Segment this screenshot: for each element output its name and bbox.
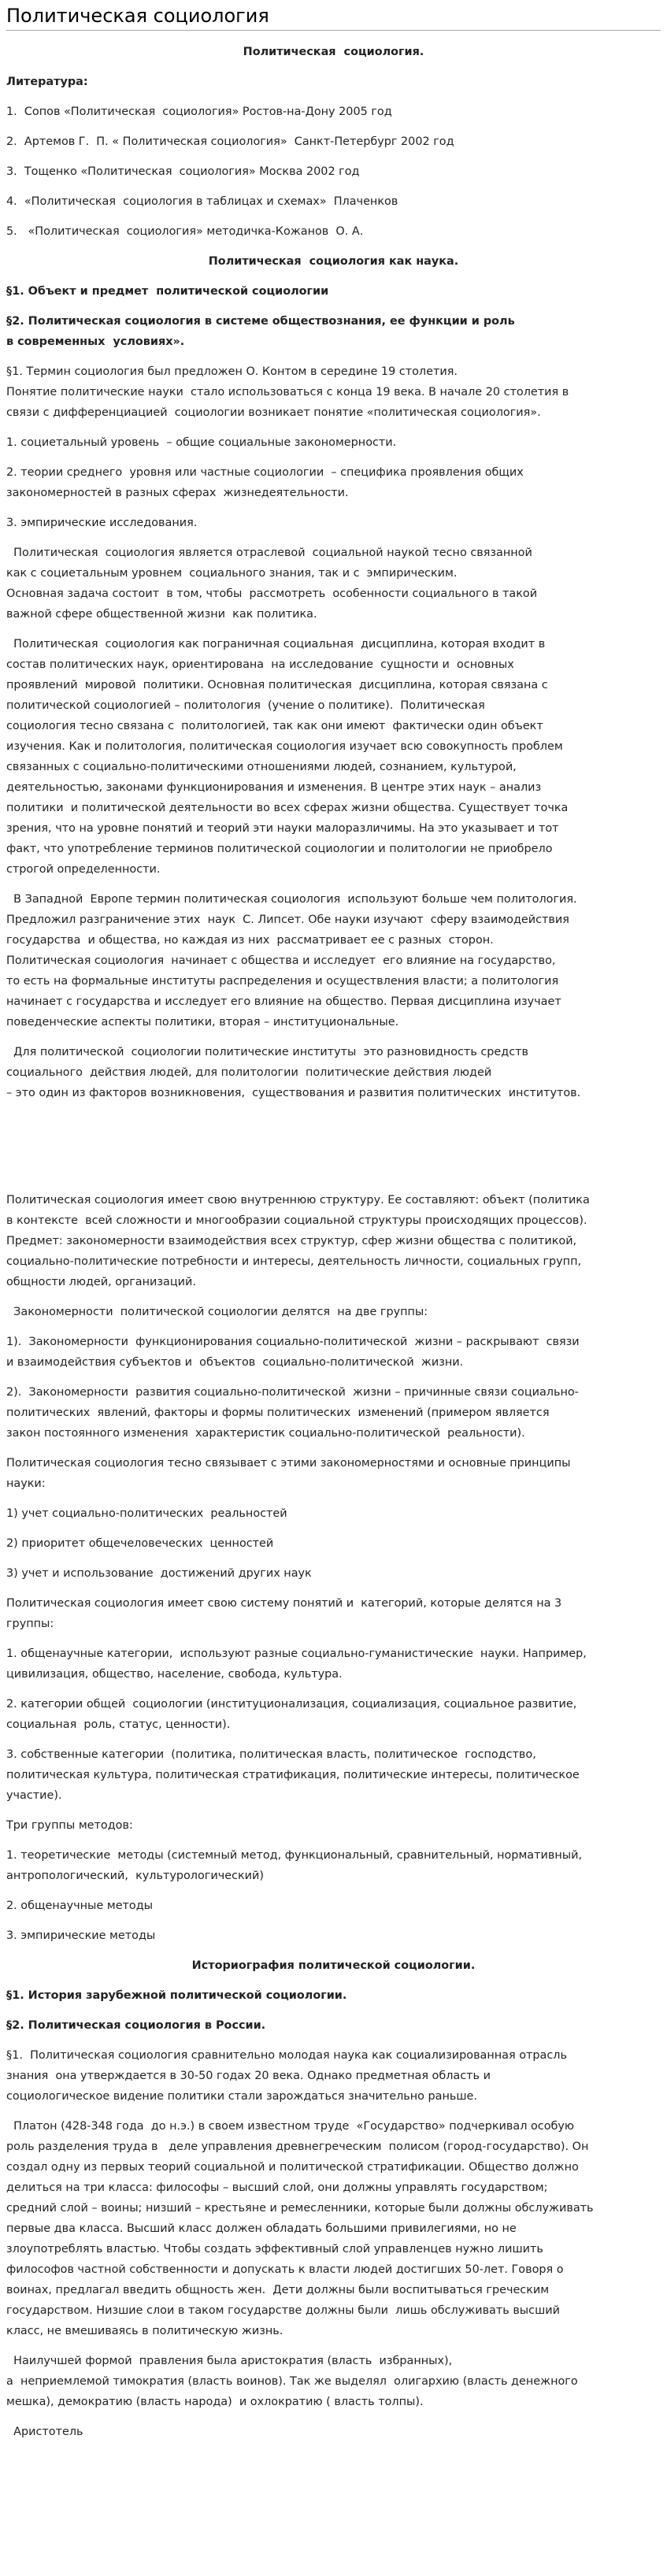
paragraph: 5. «Политическая социология» методичка-Кожанов О. А. xyxy=(6,225,364,238)
section-heading: Политическая социология. xyxy=(243,46,424,58)
paragraph: Политическая социология как пограничная социальная дисциплина, которая входит в состав политических наук, ориентирована на исследование сущности и основных проявлений мировой политики. Основная политическая дисциплина, которая связана с политической социологией – политология (учение о политике). Политическая социология тесно связана с политологией, так как они имеют фактически один объект изучения. Как и политология, политическая социология изучает всю совокупность проблем связанных с социально-политическими отношениями людей, сознанием, культурой, деятельностью, законами функционирования и изменения. В центре этих наук – анализ политики и политической деятельности во всех сферах жизни общества. Существует точка зрения, что на уровне понятий и теорий эти науки малоразличимы. На это указывает и тот факт, что употребление терминов политической социологии и политологии не приобрело строгой определенности. xyxy=(6,638,569,876)
paragraph: 2. теории среднего уровня или частные социологии – специфика проявления общих закономерностей в разных сферах жизнедеятельности. xyxy=(6,466,524,499)
paragraph: Для политической социологии политические институты это разновидность средств социального действия людей, для политологии политические действия людей – это один из факторов возникновения, существования и развития политических институтов. xyxy=(6,1046,581,1099)
paragraph: Политическая социология является отраслевой социальной наукой тесно связанной как с социетальным уровнем социального знания, так и с эмпирическим. Основная задача состоит в том, чтобы рассмотреть особенности социального в такой важной сфере общественной жизни как политика. xyxy=(6,547,538,621)
subheading: §2. Политическая социология в России. xyxy=(6,2019,266,2032)
subheading: §2. Политическая социология в системе обществознания, ее функции и роль в современных условиях». xyxy=(6,315,515,348)
section-heading: Историография политической социологии. xyxy=(191,1959,476,1972)
subheading: §1. Объект и предмет политической социологии xyxy=(6,285,329,298)
paragraph: В Западной Европе термин политическая социология используют больше чем политология. Предложил разграничение этих наук С. Липсет. Обе науки изучают сферу взаимодействия государства и общества, но каждая из них рассматривает ее с разных сторон. Политическая социология начинает с общества и исследует его влияние на государство, то есть на формальные институты распределения и осуществления власти; а политология начинает с государства и исследует его влияние на общество. Первая дисциплина изучает поведенческие аспекты политики, вторая – институциональные. xyxy=(6,893,577,1029)
paragraph: Политическая социология имеет свою внутреннюю структуру. Ее составляют: объект (политика в контексте всей сложности и многообразии социальной структуры происходящих процессов). Предмет: закономерности взаимодействия всех структур, сфер жизни общества с политикой, социально-политические потребности и интересы, деятельность личности, социальных групп, общности людей, организаций. xyxy=(6,1194,590,1288)
paragraph: Закономерности политической социологии делятся на две группы: xyxy=(6,1306,428,1318)
paragraph: 1) учет социально-политических реальностей xyxy=(6,1507,287,1520)
blank-gap xyxy=(6,1113,661,1190)
paragraph: 3. эмпирические методы xyxy=(6,1929,156,1942)
subheading: Литература: xyxy=(6,76,88,88)
paragraph: 1. общенаучные категории, используют разные социально-гуманистические науки. Например, цивилизация, общество, население, свобода, культура. xyxy=(6,1648,587,1681)
paragraph: Платон (428-348 года до н.э.) в своем известном труде «Государство» подчеркивал особую роль разделения труда в деле управления древнегреческим полисом (город-государство). Он создал одну из первых теорий социальной и политической стратификации. Общество должно делиться на три класса: философы – высший слой, они должны управлять государством; средний слой – воины; низший – крестьяне и ремесленники, которые были должны обслуживать первые два класса. Высший класс должен обладать большими привилегиями, но не злоупотреблять властью. Чтобы создать эффективный слой управленцев нужно лишить философов частной собственности и допускать к власти людей достигших 50-лет. Говоря о воинах, предлагал введить общность жен. Дети должны были воспитываться греческим государством. Низшие слои в таком государстве должны были лишь обслуживать высший класс, не вмешиваясь в политическую жизнь. xyxy=(6,2120,594,2337)
paragraph: 1. теоретические методы (системный метод, функциональный, сравнительный, нормативный, антропологический, культурологический) xyxy=(6,1849,583,1882)
paragraph: 3) учет и использование достижений других наук xyxy=(6,1567,312,1580)
document-page xyxy=(0,5,667,2442)
paragraph: Политическая социология имеет свою систему понятий и категорий, которые делятся на 3 группы: xyxy=(6,1597,562,1630)
paragraph: §1. Политическая социология сравнительно молодая наука как социализированная отрасль знания она утверждается в 30-50 годах 20 века. Однако предметная область и социологическое видение политики стали зарождаться значительно раньше. xyxy=(6,2049,567,2103)
paragraph: 4. «Политическая социология в таблицах и схемах» Плаченков xyxy=(6,195,398,208)
section-heading: Политическая социология как наука. xyxy=(208,255,459,268)
paragraph: Аристотель xyxy=(6,2426,83,2438)
paragraph: 3. эмпирические исследования. xyxy=(6,517,198,529)
paragraph: 2. общенаучные методы xyxy=(6,1900,154,1912)
paragraph: 2. Артемов Г. П. « Политическая социология» Санкт-Петербург 2002 год xyxy=(6,135,454,148)
paragraph: Политическая социология тесно связывает с этими закономерностями и основные принципы науки: xyxy=(6,1457,571,1490)
subheading: §1. История зарубежной политической социологии. xyxy=(6,1989,347,2002)
paragraph: 3. Тощенко «Политическая социология» Москва 2002 год xyxy=(6,165,360,178)
paragraph: Наилучшей формой правления была аристократия (власть избранных), а неприемлемой тимократия (власть воинов). Так же выделял олигархию (власть денежного мешка), демократию (власть народа) и охлократию ( власть толпы). xyxy=(6,2355,578,2408)
paragraph: 1). Закономерности функционирования социально-политической жизни – раскрывают связи и взаимодействия субъектов и объектов социально-политической жизни. xyxy=(6,1336,580,1369)
paragraph: 2). Закономерности развития социально-политической жизни – причинные связи социально- политических явлений, факторы и формы политических изменений (примером является закон постоянного изменения характеристик социально-политической реальности). xyxy=(6,1386,579,1440)
paragraph: 3. собственные категории (политика, политическая власть, политическое господство, политическая культура, политическая стратификация, политические интересы, политическое участие). xyxy=(6,1748,580,1802)
paragraph: 1. социетальный уровень – общие социальные закономерности. xyxy=(6,436,397,449)
page-title: Политическая социология xyxy=(6,5,661,31)
document-body xyxy=(6,31,661,2442)
paragraph: 2) приоритет общечеловеческих ценностей xyxy=(6,1537,274,1550)
paragraph: 1. Сопов «Политическая социология» Ростов-на-Дону 2005 год xyxy=(6,106,392,118)
paragraph: §1. Термин социология был предложен О. Контом в середине 19 столетия. Понятие политические науки стало использоваться с конца 19 века. В начале 20 столетия в связи с дифференциацией социологии возникает понятие «политическая социология». xyxy=(6,365,569,419)
paragraph: 2. категории общей социологии (институционализация, социализация, социальное развитие, социальная роль, статус, ценности). xyxy=(6,1698,577,1731)
paragraph: Три группы методов: xyxy=(6,1819,133,1832)
